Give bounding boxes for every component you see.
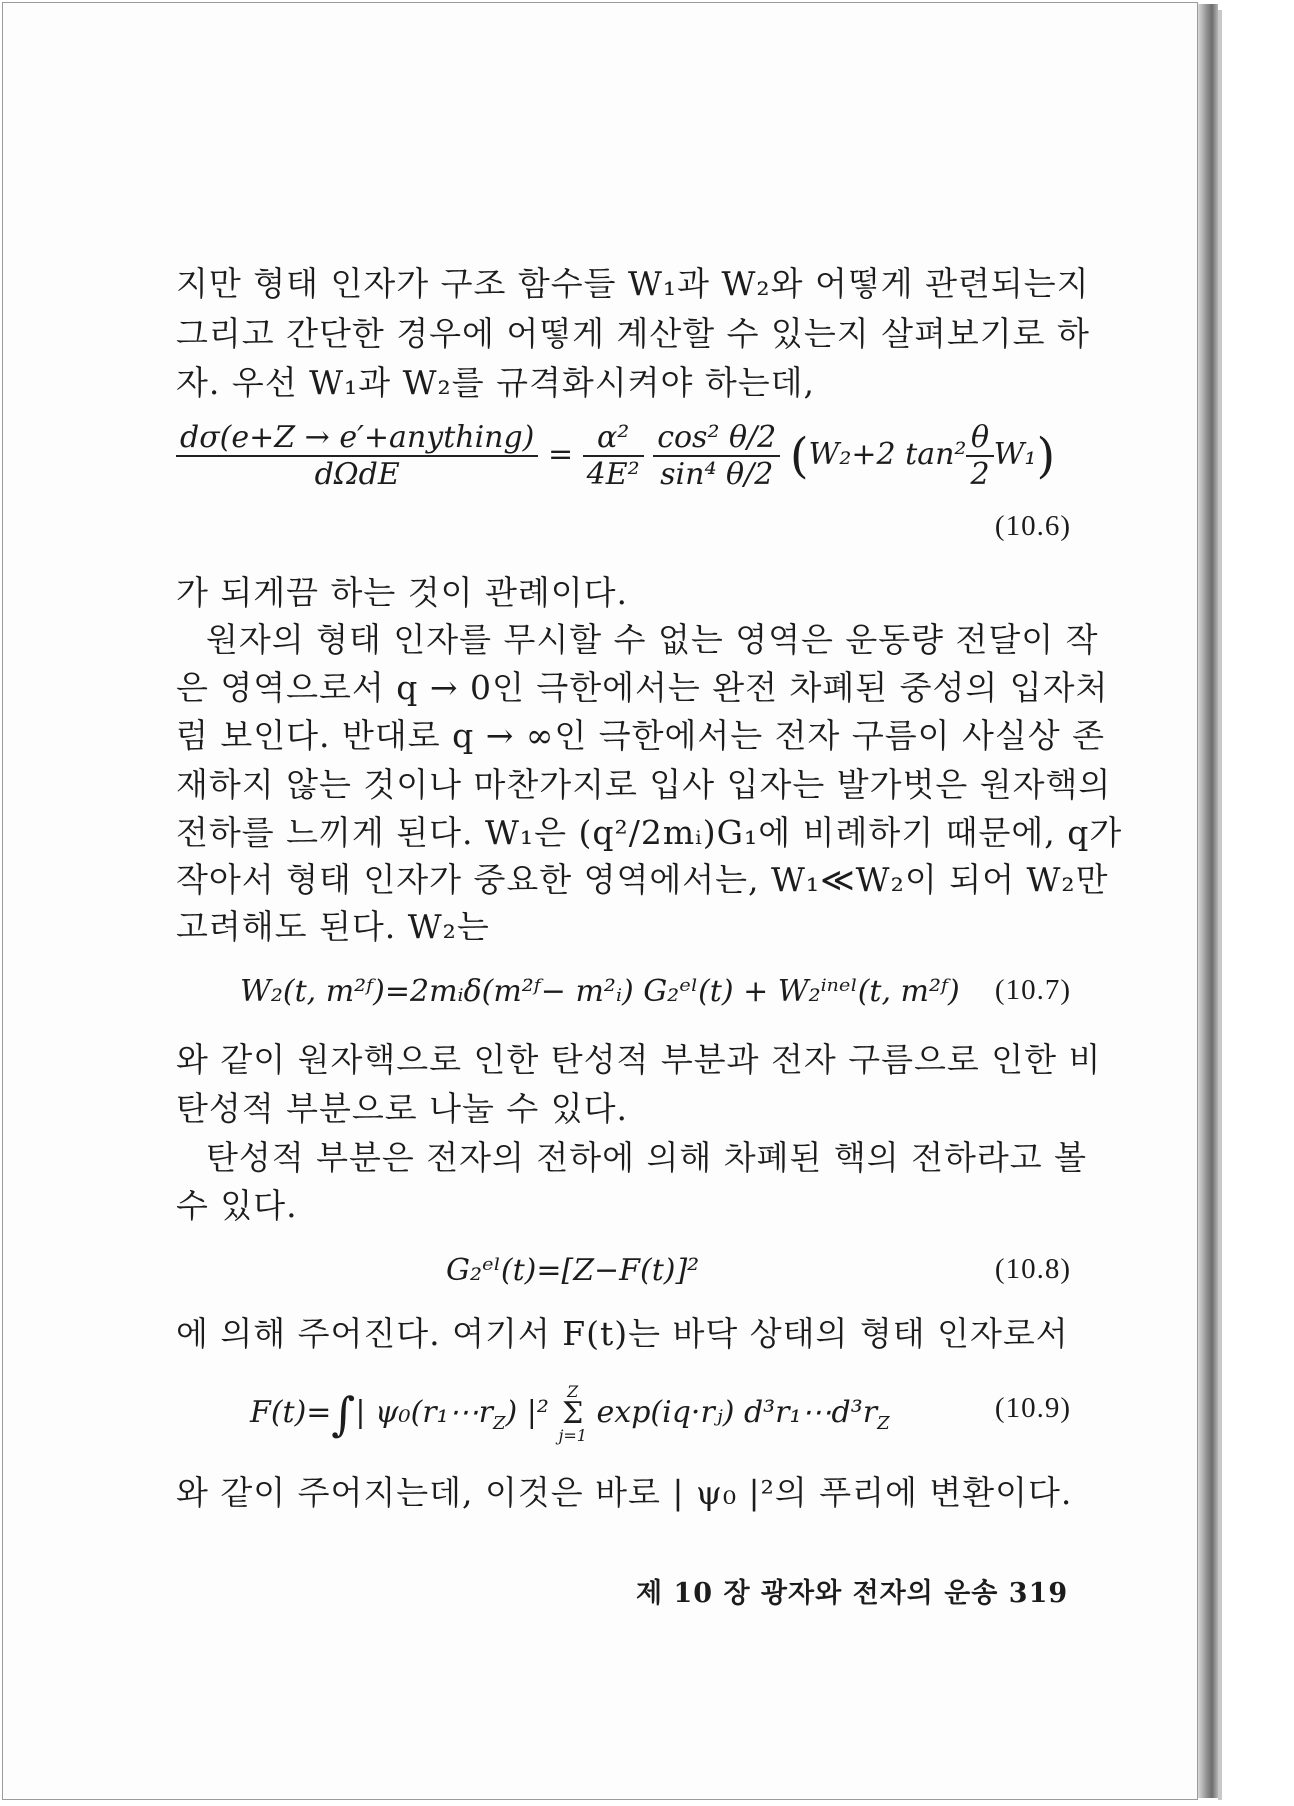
equation-number: (10.6) bbox=[994, 510, 1071, 542]
subscript-z: Z bbox=[493, 1413, 506, 1434]
text-line: 작아서 형태 인자가 중요한 영역에서는, W₁≪W₂이 되어 W₂만 bbox=[176, 860, 1109, 899]
equation-10-9 bbox=[250, 1384, 890, 1444]
alpha-denominator: 4E² bbox=[586, 457, 640, 492]
text-line: 지만 형태 인자가 구조 함수들 W₁과 W₂와 어떻게 관련되는지 bbox=[176, 264, 1090, 303]
text-line: 자. 우선 W₁과 W₂를 규격화시켜야 하는데, bbox=[176, 363, 816, 402]
text-line: 에 의해 주어진다. 여기서 F(t)는 바닥 상태의 형태 인자로서 bbox=[176, 1314, 1069, 1353]
sum-lower-limit: j=1 bbox=[558, 1426, 587, 1445]
equation-10-6 bbox=[176, 420, 1055, 492]
alpha-numerator: α² bbox=[583, 420, 644, 457]
text-line: 원자의 형태 인자를 무시할 수 없는 영역은 운동량 전달이 작 bbox=[206, 620, 1099, 659]
paren-close: ) bbox=[1036, 428, 1056, 484]
integrand-close: ) |² bbox=[505, 1395, 549, 1430]
equation-10-8: G₂ᵉˡ(t)=[Z−F(t)]² bbox=[446, 1253, 700, 1288]
two-denominator: 2 bbox=[970, 457, 990, 492]
page-footer: 제 10 장 광자와 전자의 운송 319 bbox=[636, 1578, 1069, 1609]
text-line: 와 같이 주어지는데, 이것은 바로 | ψ₀ |²의 푸리에 변환이다. bbox=[176, 1473, 1073, 1512]
sum-upper-limit: Z bbox=[567, 1382, 579, 1401]
lhs-denominator: dΩdE bbox=[314, 457, 400, 492]
exp-term: exp(iq·rⱼ) d³r₁⋯d³r bbox=[596, 1395, 878, 1430]
page-curl-edge bbox=[1198, 4, 1218, 1798]
alpha-fraction bbox=[583, 420, 644, 492]
page-shadow bbox=[1218, 10, 1222, 1800]
text-line: 와 같이 원자핵으로 인한 탄성적 부분과 전자 구름으로 인한 비 bbox=[176, 1040, 1102, 1079]
lhs-fraction bbox=[176, 420, 538, 492]
text-line: 그리고 간단한 경우에 어떻게 계산할 수 있는지 살펴보기로 하 bbox=[176, 314, 1090, 353]
half-angle-fraction bbox=[966, 420, 993, 492]
text-line: 럼 보인다. 반대로 q → ∞인 극한에서는 전자 구름이 사실상 존 bbox=[176, 716, 1105, 755]
cos-numerator: cos² θ/2 bbox=[653, 420, 780, 457]
paren-open: ( bbox=[789, 428, 809, 484]
text-line: 전하를 느끼게 된다. W₁은 (q²/2mᵢ)G₁에 비례하기 때문에, q가 bbox=[176, 813, 1123, 852]
equation-number: (10.8) bbox=[994, 1253, 1071, 1285]
lhs-numerator: dσ(e+Z → e′+anything) bbox=[176, 420, 538, 457]
text-line: 은 영역으로서 q → 0인 극한에서는 완전 차폐된 중성의 입자처 bbox=[176, 668, 1109, 707]
integral-sign: ∫ bbox=[331, 1387, 356, 1441]
summation bbox=[558, 1384, 587, 1444]
w2-term: W₂+2 tan² bbox=[808, 437, 967, 472]
trig-fraction bbox=[653, 420, 780, 492]
sin-denominator: sin⁴ θ/2 bbox=[660, 457, 774, 492]
theta-numerator: θ bbox=[966, 420, 993, 457]
sum-sign: Σ bbox=[562, 1396, 584, 1431]
equals-sign: = bbox=[547, 437, 574, 472]
integrand: | ψ₀(r₁⋯r bbox=[355, 1395, 493, 1430]
equation-number: (10.7) bbox=[994, 974, 1071, 1006]
text-line: 고려해도 된다. W₂는 bbox=[176, 907, 490, 946]
equation-number: (10.9) bbox=[994, 1392, 1071, 1424]
w1-term: W₁ bbox=[993, 437, 1037, 472]
subscript-z: Z bbox=[877, 1413, 890, 1434]
text-line: 수 있다. bbox=[176, 1186, 298, 1225]
text-line: 가 되게끔 하는 것이 관례이다. bbox=[176, 573, 628, 612]
f-lhs: F(t)= bbox=[250, 1395, 332, 1430]
text-line: 탄성적 부분은 전자의 전하에 의해 차폐된 핵의 전하라고 볼 bbox=[206, 1138, 1087, 1177]
equation-10-7: W₂(t, m²ᶠ)=2mᵢδ(m²ᶠ− m²ᵢ) G₂ᵉˡ(t) + W₂ⁱⁿᵉˡ(t, m²ᶠ) bbox=[240, 974, 960, 1009]
text-line: 탄성적 부분으로 나눌 수 있다. bbox=[176, 1089, 628, 1128]
text-line: 재하지 않는 것이나 마찬가지로 입사 입자는 발가벗은 원자핵의 bbox=[176, 765, 1112, 804]
